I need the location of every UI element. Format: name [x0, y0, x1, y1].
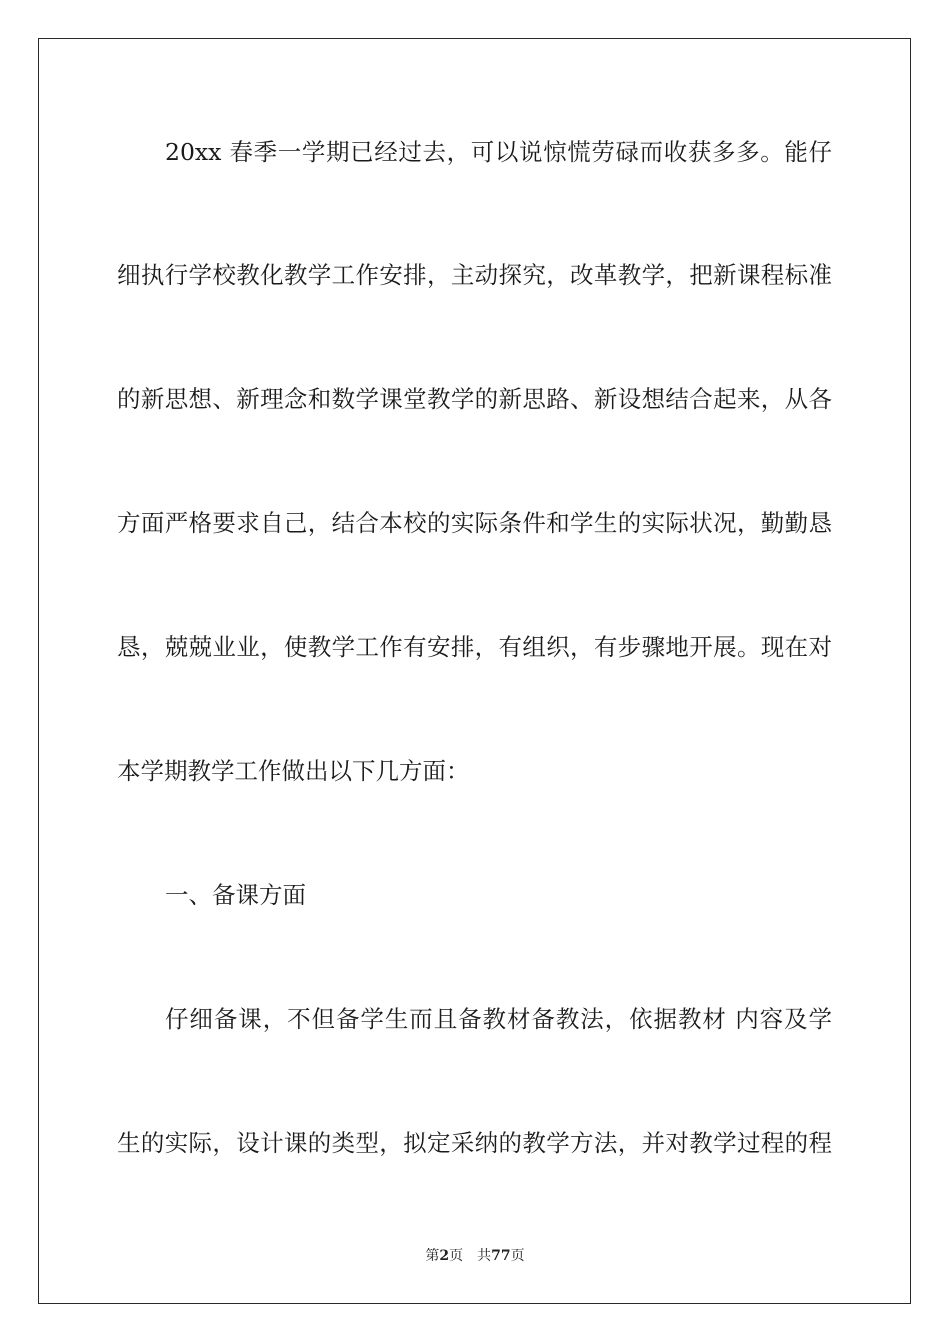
total-pages: 77: [491, 1248, 511, 1264]
page-suffix: 页: [449, 1248, 464, 1264]
page-footer: [0, 1247, 950, 1265]
page-prefix: 第: [425, 1248, 440, 1264]
paragraph-line: 细执行学校教化教学工作安排，主动探究，改革教学，把新课程标准: [117, 261, 832, 289]
total-prefix: 共: [477, 1248, 492, 1264]
paragraph-line: 方面严格要求自己，结合本校的实际条件和学生的实际状况，勤勤恳: [117, 509, 832, 537]
paragraph-line: 20xx 春季一学期已经过去，可以说惊慌劳碌而收获多多。能仔: [165, 138, 832, 166]
paragraph-line: 恳，兢兢业业，使教学工作有安排，有组织，有步骤地开展。现在对: [117, 633, 832, 661]
section-heading: 一、备课方面: [165, 881, 306, 909]
paragraph-line: 的新思想、新理念和数学课堂教学的新思路、新设想结合起来，从各: [117, 385, 832, 413]
total-suffix: 页: [510, 1248, 525, 1264]
page-border: [38, 38, 911, 1304]
paragraph-line: 仔细备课，不但备学生而且备教材备教法，依据教材 内容及学: [165, 1005, 832, 1033]
paragraph-line: 生的实际，设计课的类型，拟定采纳的教学方法，并对教学过程的程: [117, 1129, 832, 1157]
page-number: 2: [439, 1248, 450, 1264]
paragraph-line: 本学期教学工作做出以下几方面：: [117, 757, 470, 785]
